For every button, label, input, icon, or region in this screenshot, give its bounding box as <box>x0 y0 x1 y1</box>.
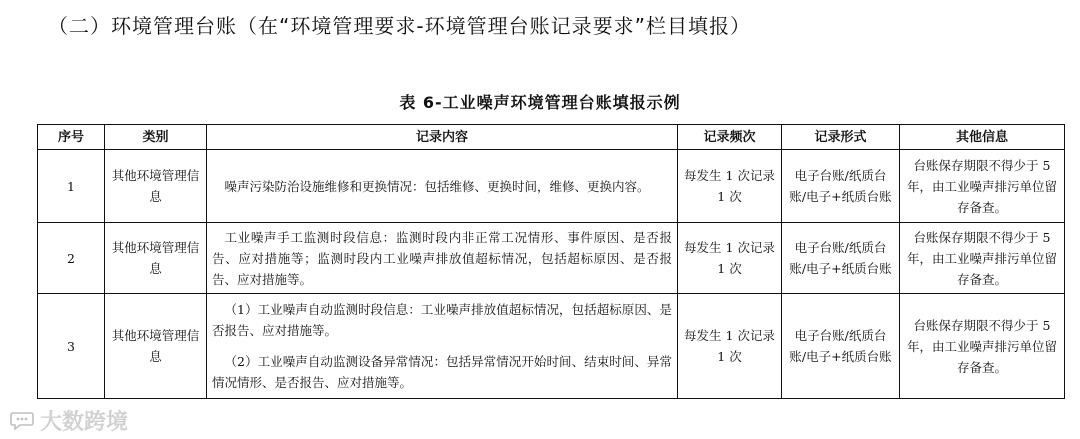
table-header-row <box>38 125 1065 150</box>
cell-no: 1 <box>38 150 105 223</box>
table-row <box>38 294 1065 399</box>
section-heading: （二）环境管理台账（在“环境管理要求-环境管理台账记录要求”栏目填报） <box>48 14 751 38</box>
cell-other: 台账保存期限不得少于 5 年，由工业噪声排污单位留存备查。 <box>900 150 1065 223</box>
column-header-content: 记录内容 <box>207 125 678 150</box>
cell-other: 台账保存期限不得少于 5 年，由工业噪声排污单位留存备查。 <box>900 223 1065 294</box>
cell-frequency: 每发生 1 次记录 1 次 <box>678 223 782 294</box>
watermark-text: 大数跨境 <box>40 410 129 435</box>
cell-category: 其他环境管理信息 <box>105 223 207 294</box>
cell-content <box>207 223 678 294</box>
column-header-frequency: 记录频次 <box>678 125 782 150</box>
column-header-category: 类别 <box>105 125 207 150</box>
table-row <box>38 223 1065 294</box>
content-paragraph: （2）工业噪声自动监测设备异常情况：包括异常情况开始时间、结束时间、异常情况情形、是否报告、应对措施等。 <box>212 354 672 390</box>
cell-category: 其他环境管理信息 <box>105 150 207 223</box>
cell-frequency: 每发生 1 次记录 1 次 <box>678 150 782 223</box>
table-caption: 表 6-工业噪声环境管理台账填报示例 <box>399 93 681 112</box>
cell-other: 台账保存期限不得少于 5 年，由工业噪声排污单位留存备查。 <box>900 294 1065 399</box>
cell-frequency: 每发生 1 次记录 1 次 <box>678 294 782 399</box>
cell-form: 电子台账/纸质台账/电子+纸质台账 <box>782 223 900 294</box>
cell-content <box>207 150 678 223</box>
cell-content <box>207 294 678 399</box>
column-header-no: 序号 <box>38 125 105 150</box>
cell-form: 电子台账/纸质台账/电子+纸质台账 <box>782 294 900 399</box>
content-paragraph: （1）工业噪声自动监测时段信息：工业噪声排放值超标情况，包括超标原因、是否报告、应对措施等。 <box>212 302 672 338</box>
chat-bubble-icon <box>10 411 34 431</box>
cell-category: 其他环境管理信息 <box>105 294 207 399</box>
ledger-table <box>37 124 1065 399</box>
cell-no: 2 <box>38 223 105 294</box>
cell-form: 电子台账/纸质台账/电子+纸质台账 <box>782 150 900 223</box>
column-header-form: 记录形式 <box>782 125 900 150</box>
column-header-other: 其他信息 <box>900 125 1065 150</box>
watermark <box>10 405 128 436</box>
cell-no: 3 <box>38 294 105 399</box>
content-paragraph: 噪声污染防治设施维修和更换情况：包括维修、更换时间，维修、更换内容。 <box>224 178 650 194</box>
table-row <box>38 150 1065 223</box>
content-paragraph: 工业噪声手工监测时段信息：监测时段内非正常工况情形、事件原因、是否报告、应对措施等；监测时段内工业噪声排放值超标情况，包括超标原因、是否报告、应对措施等。 <box>212 229 672 287</box>
